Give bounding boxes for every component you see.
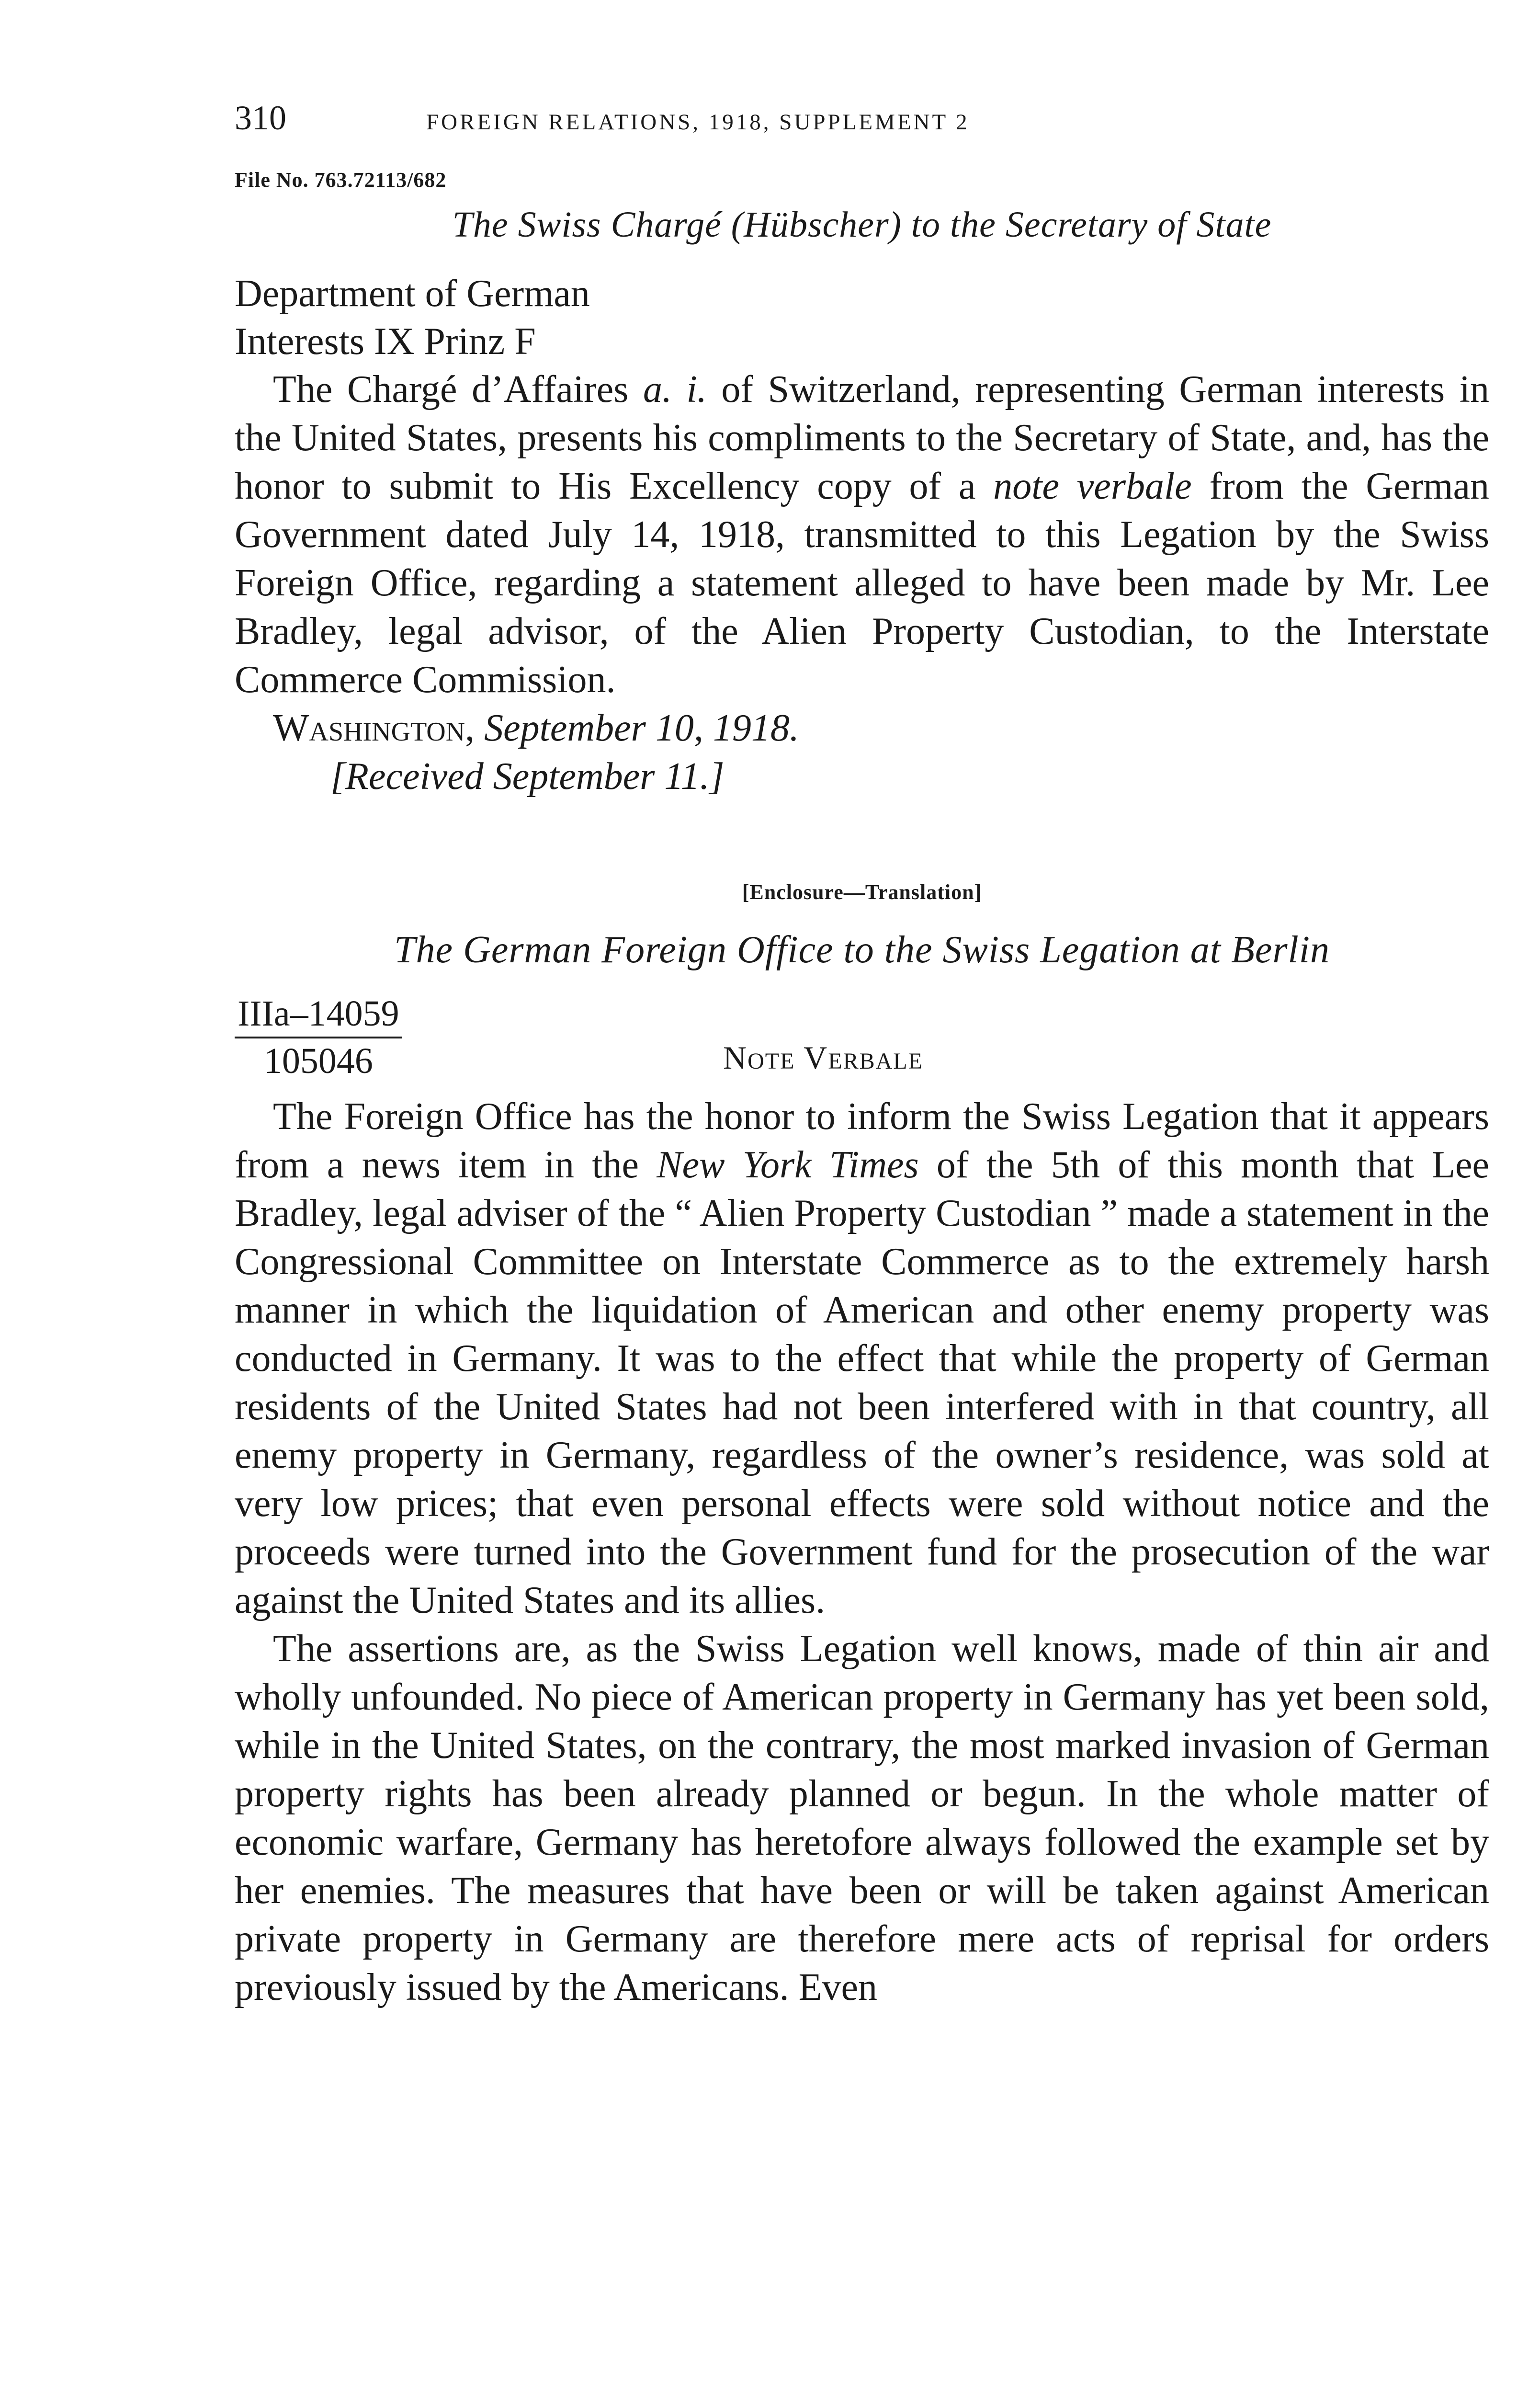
body-paragraph: The assertions are, as the Swiss Legation well knows, made of thin air and wholly unfounded. No piece of American property in Germany has yet been sold, while in the United States, on the contrary, the most marked invasion of German property rights has been already planned or begun. In the whole matter of economic warfare, Germany has heretofore always followed the example set by her enemies. The measures that have been or will be taken against American private property in Germany are therefore mere acts of reprisal for orders previously issued by the Americans. Even xyxy=(235,1628,1489,2008)
enclosure-title: The German Foreign Office to the Swiss Legation at Berlin xyxy=(394,929,1330,971)
address-line: Department of German xyxy=(235,273,590,315)
page-number: 310 xyxy=(235,99,286,137)
reference-row xyxy=(235,991,1489,1087)
dateline xyxy=(273,704,1489,753)
address-line: Interests IX Prinz F xyxy=(235,320,536,363)
body-text: of the 5th of this month that Lee Bradley, legal adviser of the “ Alien Property Custodian ” made a statement in the Congressional Committee on Interstate Commerce as to the extremely harsh manner in which the liquidation of American and other enemy property was conducted in Germany. It was to the effect that while the property of German residents of the United States had not been interfered with in that country, all enemy property in Germany, regardless of the owner’s residence, was sold at very low prices; that even personal effects were sold without notice and the proceeds were turned into the Government fund for the prosecution of the war against the United States and its allies. xyxy=(235,1144,1490,1621)
body-text: The Foreign Office has the honor to inform the Swiss Legation that it appears from a news item in the xyxy=(235,1095,1489,1186)
enclosure-label: [Enclosure—Translation] xyxy=(742,880,982,904)
enclosure-body xyxy=(235,1093,1489,2012)
dateline-date: September 10, 1918. xyxy=(475,707,799,749)
document-title: The Swiss Chargé (Hübscher) to the Secretary of State xyxy=(452,205,1272,245)
reference-number-top: IIIa–14059 xyxy=(235,991,402,1038)
body-paragraph xyxy=(235,365,1489,704)
body-text: of Switzerland, representing German interests in the United States, presents his compliments to the Secretary of State, and, has the honor to submit to His Excellency copy of a xyxy=(235,368,1490,507)
running-head: FOREIGN RELATIONS, 1918, SUPPLEMENT 2 xyxy=(426,110,970,135)
reference-number-bottom: 105046 xyxy=(263,1041,373,1081)
body-text-italic: a. i. xyxy=(643,368,707,411)
document-page xyxy=(235,98,1489,2012)
body-text-italic: New York Times xyxy=(657,1144,919,1186)
body-text: from the German Government dated July 14, 1918, transmitted to this Legation by the Swiss Foreign Office, regarding a statement alleged to have been made by Mr. Lee Bradley, legal advisor, of the Alien Property Custodian, to the Interstate Commerce Commission. xyxy=(235,465,1489,701)
address-block xyxy=(235,270,1489,365)
note-verbale-heading: Note Verbale xyxy=(723,1039,923,1076)
reference-number xyxy=(235,991,402,1084)
page-header xyxy=(235,98,1489,151)
body-text: The Chargé d’Affaires xyxy=(273,368,643,411)
dateline-place: Washington, xyxy=(273,707,475,749)
file-number: File No. 763.72113/682 xyxy=(235,168,447,192)
received-note: [Received September 11.] xyxy=(330,755,725,798)
body-text-italic: note verbale xyxy=(993,465,1192,507)
body-paragraph xyxy=(235,1093,1489,1625)
